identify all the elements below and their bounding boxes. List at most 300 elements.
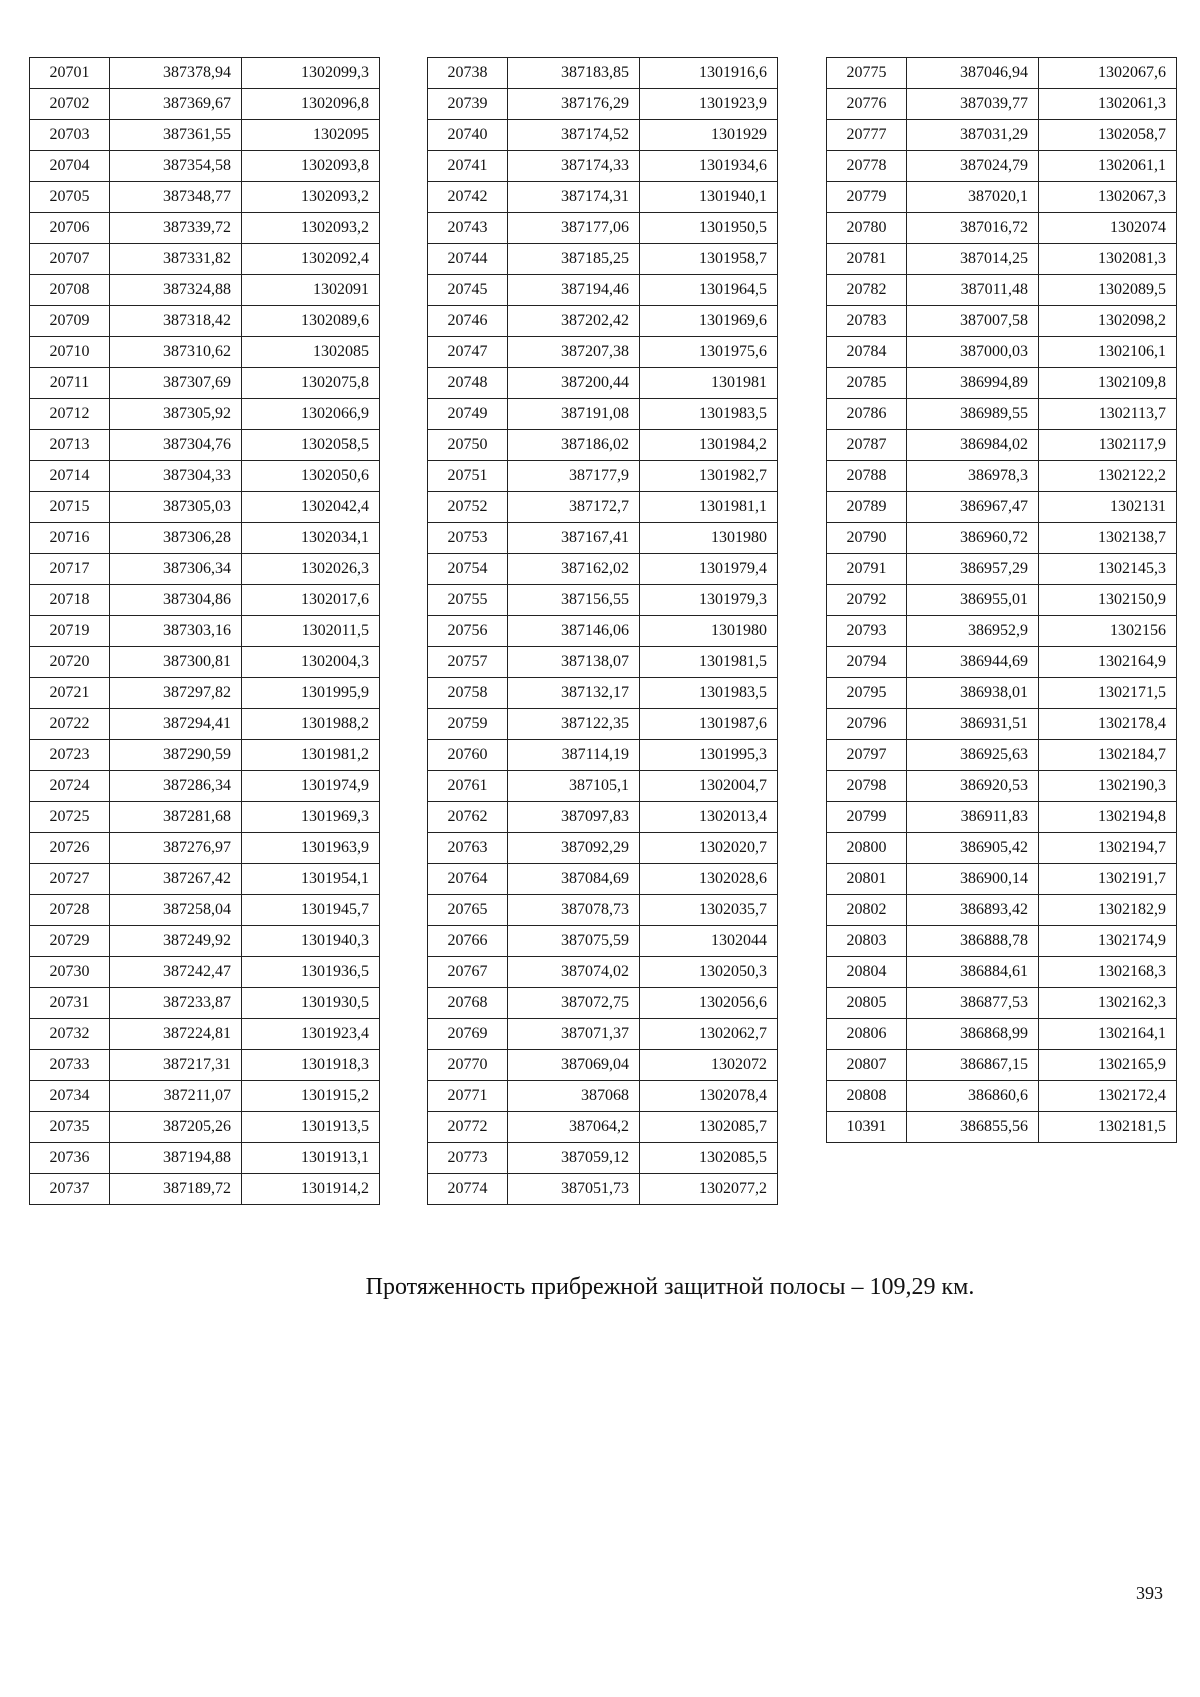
table-row: [827, 89, 1177, 120]
x-coordinate-cell: 386900,14: [907, 864, 1039, 895]
x-coordinate-cell: 386925,63: [907, 740, 1039, 771]
point-number-cell: 20775: [827, 58, 907, 89]
x-coordinate-cell: 387059,12: [508, 1143, 640, 1174]
y-coordinate-cell: 1302061,3: [1039, 89, 1177, 120]
x-coordinate-cell: 386938,01: [907, 678, 1039, 709]
y-coordinate-cell: 1302093,2: [242, 213, 380, 244]
point-number-cell: 20777: [827, 120, 907, 151]
point-number-cell: 20712: [30, 399, 110, 430]
x-coordinate-cell: 387267,42: [110, 864, 242, 895]
y-coordinate-cell: 1301979,3: [640, 585, 778, 616]
table-row: [428, 647, 778, 678]
y-coordinate-cell: 1302091: [242, 275, 380, 306]
x-coordinate-cell: 387122,35: [508, 709, 640, 740]
table-row: [30, 895, 380, 926]
y-coordinate-cell: 1302145,3: [1039, 554, 1177, 585]
table-row: [428, 616, 778, 647]
y-coordinate-cell: 1302081,3: [1039, 244, 1177, 275]
y-coordinate-cell: 1301981: [640, 368, 778, 399]
y-coordinate-cell: 1302117,9: [1039, 430, 1177, 461]
x-coordinate-cell: 387207,38: [508, 337, 640, 368]
x-coordinate-cell: 387174,33: [508, 151, 640, 182]
table-row: [827, 492, 1177, 523]
x-coordinate-cell: 387297,82: [110, 678, 242, 709]
y-coordinate-cell: 1302194,7: [1039, 833, 1177, 864]
x-coordinate-cell: 387024,79: [907, 151, 1039, 182]
y-coordinate-cell: 1302178,4: [1039, 709, 1177, 740]
x-coordinate-cell: 387339,72: [110, 213, 242, 244]
point-number-cell: 20794: [827, 647, 907, 678]
x-coordinate-cell: 386877,53: [907, 988, 1039, 1019]
point-number-cell: 20725: [30, 802, 110, 833]
x-coordinate-cell: 386957,29: [907, 554, 1039, 585]
x-coordinate-cell: 387304,33: [110, 461, 242, 492]
point-number-cell: 20749: [428, 399, 508, 430]
table-row: [30, 461, 380, 492]
x-coordinate-cell: 387162,02: [508, 554, 640, 585]
point-number-cell: 20701: [30, 58, 110, 89]
x-coordinate-cell: 387114,19: [508, 740, 640, 771]
point-number-cell: 20753: [428, 523, 508, 554]
table-row: [428, 833, 778, 864]
point-number-cell: 20761: [428, 771, 508, 802]
table-row: [827, 523, 1177, 554]
x-coordinate-cell: 387051,73: [508, 1174, 640, 1205]
y-coordinate-cell: 1301995,3: [640, 740, 778, 771]
table-row: [827, 58, 1177, 89]
table-row: [827, 368, 1177, 399]
point-number-cell: 20771: [428, 1081, 508, 1112]
point-number-cell: 20736: [30, 1143, 110, 1174]
point-number-cell: 20779: [827, 182, 907, 213]
point-number-cell: 20766: [428, 926, 508, 957]
y-coordinate-cell: 1302172,4: [1039, 1081, 1177, 1112]
y-coordinate-cell: 1301984,2: [640, 430, 778, 461]
point-number-cell: 20760: [428, 740, 508, 771]
point-number-cell: 20748: [428, 368, 508, 399]
x-coordinate-cell: 387075,59: [508, 926, 640, 957]
table-row: [30, 709, 380, 740]
table-row: [30, 616, 380, 647]
table-row: [30, 89, 380, 120]
y-coordinate-cell: 1302077,2: [640, 1174, 778, 1205]
table-row: [428, 926, 778, 957]
table-row: [827, 430, 1177, 461]
y-coordinate-cell: 1302096,8: [242, 89, 380, 120]
table-row: [428, 554, 778, 585]
y-coordinate-cell: 1301954,1: [242, 864, 380, 895]
x-coordinate-cell: 387249,92: [110, 926, 242, 957]
x-coordinate-cell: 386911,83: [907, 802, 1039, 833]
x-coordinate-cell: 387191,08: [508, 399, 640, 430]
x-coordinate-cell: 387016,72: [907, 213, 1039, 244]
x-coordinate-cell: 387318,42: [110, 306, 242, 337]
page-number: 393: [1136, 1583, 1163, 1603]
table-row: [428, 740, 778, 771]
point-number-cell: 20808: [827, 1081, 907, 1112]
table-row: [428, 368, 778, 399]
y-coordinate-cell: 1302067,3: [1039, 182, 1177, 213]
table-row: [30, 771, 380, 802]
table-row: [827, 709, 1177, 740]
y-coordinate-cell: 1302062,7: [640, 1019, 778, 1050]
table-row: [428, 120, 778, 151]
point-number-cell: 20804: [827, 957, 907, 988]
x-coordinate-cell: 387310,62: [110, 337, 242, 368]
y-coordinate-cell: 1302078,4: [640, 1081, 778, 1112]
point-number-cell: 20772: [428, 1112, 508, 1143]
y-coordinate-cell: 1302013,4: [640, 802, 778, 833]
y-coordinate-cell: 1301934,6: [640, 151, 778, 182]
table-row: [30, 957, 380, 988]
point-number-cell: 20702: [30, 89, 110, 120]
point-number-cell: 20781: [827, 244, 907, 275]
y-coordinate-cell: 1302042,4: [242, 492, 380, 523]
x-coordinate-cell: 387242,47: [110, 957, 242, 988]
table-row: [827, 802, 1177, 833]
y-coordinate-cell: 1302174,9: [1039, 926, 1177, 957]
point-number-cell: 20721: [30, 678, 110, 709]
x-coordinate-cell: 386989,55: [907, 399, 1039, 430]
point-number-cell: 20735: [30, 1112, 110, 1143]
table-row: [30, 678, 380, 709]
y-coordinate-cell: 1301918,3: [242, 1050, 380, 1081]
x-coordinate-cell: 386955,01: [907, 585, 1039, 616]
x-coordinate-cell: 387304,86: [110, 585, 242, 616]
table-row: [827, 771, 1177, 802]
x-coordinate-cell: 387224,81: [110, 1019, 242, 1050]
point-number-cell: 20742: [428, 182, 508, 213]
x-coordinate-cell: 387007,58: [907, 306, 1039, 337]
x-coordinate-cell: 387092,29: [508, 833, 640, 864]
point-number-cell: 20784: [827, 337, 907, 368]
y-coordinate-cell: 1302004,7: [640, 771, 778, 802]
table-row: [30, 864, 380, 895]
table-row: [428, 244, 778, 275]
point-number-cell: 20716: [30, 523, 110, 554]
point-number-cell: 20773: [428, 1143, 508, 1174]
point-number-cell: 20704: [30, 151, 110, 182]
x-coordinate-cell: 387020,1: [907, 182, 1039, 213]
x-coordinate-cell: 387361,55: [110, 120, 242, 151]
table-row: [827, 151, 1177, 182]
table-row: [428, 151, 778, 182]
x-coordinate-cell: 387306,34: [110, 554, 242, 585]
point-number-cell: 20733: [30, 1050, 110, 1081]
table-row: [30, 306, 380, 337]
y-coordinate-cell: 1302028,6: [640, 864, 778, 895]
y-coordinate-cell: 1301983,5: [640, 399, 778, 430]
x-coordinate-cell: 387064,2: [508, 1112, 640, 1143]
point-number-cell: 20740: [428, 120, 508, 151]
table-row: [30, 399, 380, 430]
point-number-cell: 20801: [827, 864, 907, 895]
point-number-cell: 20805: [827, 988, 907, 1019]
y-coordinate-cell: 1302050,3: [640, 957, 778, 988]
y-coordinate-cell: 1302061,1: [1039, 151, 1177, 182]
x-coordinate-cell: 387176,29: [508, 89, 640, 120]
table-row: [30, 802, 380, 833]
x-coordinate-cell: 386920,53: [907, 771, 1039, 802]
x-coordinate-cell: 387014,25: [907, 244, 1039, 275]
x-coordinate-cell: 387258,04: [110, 895, 242, 926]
y-coordinate-cell: 1302194,8: [1039, 802, 1177, 833]
x-coordinate-cell: 387000,03: [907, 337, 1039, 368]
y-coordinate-cell: 1301981,1: [640, 492, 778, 523]
x-coordinate-cell: 386888,78: [907, 926, 1039, 957]
x-coordinate-cell: 387233,87: [110, 988, 242, 1019]
table-row: [827, 182, 1177, 213]
y-coordinate-cell: 1302004,3: [242, 647, 380, 678]
y-coordinate-cell: 1301974,9: [242, 771, 380, 802]
y-coordinate-cell: 1302164,1: [1039, 1019, 1177, 1050]
table-row: [30, 554, 380, 585]
y-coordinate-cell: 1301969,6: [640, 306, 778, 337]
point-number-cell: 20758: [428, 678, 508, 709]
y-coordinate-cell: 1302066,9: [242, 399, 380, 430]
table-row: [30, 1081, 380, 1112]
table-row: [428, 399, 778, 430]
point-number-cell: 20706: [30, 213, 110, 244]
point-number-cell: 20732: [30, 1019, 110, 1050]
y-coordinate-cell: 1301913,1: [242, 1143, 380, 1174]
x-coordinate-cell: 387078,73: [508, 895, 640, 926]
x-coordinate-cell: 387183,85: [508, 58, 640, 89]
y-coordinate-cell: 1301982,7: [640, 461, 778, 492]
x-coordinate-cell: 387194,88: [110, 1143, 242, 1174]
table-row: [30, 368, 380, 399]
table-row: [827, 864, 1177, 895]
x-coordinate-cell: 387306,28: [110, 523, 242, 554]
y-coordinate-cell: 1302138,7: [1039, 523, 1177, 554]
point-number-cell: 20751: [428, 461, 508, 492]
x-coordinate-cell: 387185,25: [508, 244, 640, 275]
y-coordinate-cell: 1302191,7: [1039, 864, 1177, 895]
x-coordinate-cell: 387039,77: [907, 89, 1039, 120]
x-coordinate-cell: 386994,89: [907, 368, 1039, 399]
table-row: [827, 988, 1177, 1019]
x-coordinate-cell: 387194,46: [508, 275, 640, 306]
y-coordinate-cell: 1301936,5: [242, 957, 380, 988]
point-number-cell: 20710: [30, 337, 110, 368]
y-coordinate-cell: 1302072: [640, 1050, 778, 1081]
point-number-cell: 20744: [428, 244, 508, 275]
point-number-cell: 20734: [30, 1081, 110, 1112]
y-coordinate-cell: 1301963,9: [242, 833, 380, 864]
x-coordinate-cell: 387304,76: [110, 430, 242, 461]
table-row: [428, 182, 778, 213]
point-number-cell: 20774: [428, 1174, 508, 1205]
table-row: [30, 244, 380, 275]
x-coordinate-cell: 387046,94: [907, 58, 1039, 89]
y-coordinate-cell: 1302131: [1039, 492, 1177, 523]
point-number-cell: 20806: [827, 1019, 907, 1050]
point-number-cell: 20752: [428, 492, 508, 523]
point-number-cell: 20750: [428, 430, 508, 461]
point-number-cell: 20785: [827, 368, 907, 399]
table-row: [428, 1019, 778, 1050]
y-coordinate-cell: 1301916,6: [640, 58, 778, 89]
table-row: [30, 275, 380, 306]
x-coordinate-cell: 386860,6: [907, 1081, 1039, 1112]
x-coordinate-cell: 387097,83: [508, 802, 640, 833]
point-number-cell: 20714: [30, 461, 110, 492]
x-coordinate-cell: 387074,02: [508, 957, 640, 988]
point-number-cell: 20726: [30, 833, 110, 864]
y-coordinate-cell: 1302122,2: [1039, 461, 1177, 492]
y-coordinate-cell: 1302058,7: [1039, 120, 1177, 151]
point-number-cell: 20739: [428, 89, 508, 120]
x-coordinate-cell: 387276,97: [110, 833, 242, 864]
point-number-cell: 20707: [30, 244, 110, 275]
point-number-cell: 20746: [428, 306, 508, 337]
y-coordinate-cell: 1302020,7: [640, 833, 778, 864]
point-number-cell: 20703: [30, 120, 110, 151]
y-coordinate-cell: 1302162,3: [1039, 988, 1177, 1019]
table-row: [30, 337, 380, 368]
table-row: [30, 182, 380, 213]
x-coordinate-cell: 387177,06: [508, 213, 640, 244]
x-coordinate-cell: 386855,56: [907, 1112, 1039, 1143]
y-coordinate-cell: 1302150,9: [1039, 585, 1177, 616]
table-row: [827, 244, 1177, 275]
point-number-cell: 20729: [30, 926, 110, 957]
table-row: [827, 399, 1177, 430]
x-coordinate-cell: 386931,51: [907, 709, 1039, 740]
table-row: [827, 895, 1177, 926]
x-coordinate-cell: 386868,99: [907, 1019, 1039, 1050]
point-number-cell: 20803: [827, 926, 907, 957]
x-coordinate-cell: 387211,07: [110, 1081, 242, 1112]
point-number-cell: 20769: [428, 1019, 508, 1050]
y-coordinate-cell: 1301981,5: [640, 647, 778, 678]
y-coordinate-cell: 1302044: [640, 926, 778, 957]
y-coordinate-cell: 1301913,5: [242, 1112, 380, 1143]
y-coordinate-cell: 1302164,9: [1039, 647, 1177, 678]
y-coordinate-cell: 1302011,5: [242, 616, 380, 647]
x-coordinate-cell: 386978,3: [907, 461, 1039, 492]
point-number-cell: 20787: [827, 430, 907, 461]
y-coordinate-cell: 1302058,5: [242, 430, 380, 461]
point-number-cell: 20799: [827, 802, 907, 833]
x-coordinate-cell: 386867,15: [907, 1050, 1039, 1081]
table-row: [827, 337, 1177, 368]
point-number-cell: 20708: [30, 275, 110, 306]
table-row: [30, 1112, 380, 1143]
table-row: [30, 1019, 380, 1050]
point-number-cell: 20798: [827, 771, 907, 802]
x-coordinate-cell: 387138,07: [508, 647, 640, 678]
y-coordinate-cell: 1301983,5: [640, 678, 778, 709]
point-number-cell: 20764: [428, 864, 508, 895]
table-row: [30, 430, 380, 461]
y-coordinate-cell: 1302109,8: [1039, 368, 1177, 399]
x-coordinate-cell: 387146,06: [508, 616, 640, 647]
point-number-cell: 20713: [30, 430, 110, 461]
y-coordinate-cell: 1302093,8: [242, 151, 380, 182]
table-row: [428, 585, 778, 616]
y-coordinate-cell: 1302099,3: [242, 58, 380, 89]
x-coordinate-cell: 386952,9: [907, 616, 1039, 647]
table-row: [30, 492, 380, 523]
table-row: [30, 926, 380, 957]
table-row: [827, 585, 1177, 616]
table-row: [827, 678, 1177, 709]
table-row: [30, 585, 380, 616]
coordinates-table-2: [427, 57, 778, 1205]
point-number-cell: 20718: [30, 585, 110, 616]
point-number-cell: 20705: [30, 182, 110, 213]
x-coordinate-cell: 387202,42: [508, 306, 640, 337]
point-number-cell: 20754: [428, 554, 508, 585]
point-number-cell: 20756: [428, 616, 508, 647]
y-coordinate-cell: 1302089,6: [242, 306, 380, 337]
point-number-cell: 20727: [30, 864, 110, 895]
point-number-cell: 20783: [827, 306, 907, 337]
x-coordinate-cell: 387303,16: [110, 616, 242, 647]
point-number-cell: 20789: [827, 492, 907, 523]
y-coordinate-cell: 1301945,7: [242, 895, 380, 926]
x-coordinate-cell: 387378,94: [110, 58, 242, 89]
x-coordinate-cell: 387331,82: [110, 244, 242, 275]
table-row: [428, 337, 778, 368]
table-row: [428, 771, 778, 802]
y-coordinate-cell: 1302093,2: [242, 182, 380, 213]
table-row: [30, 988, 380, 1019]
table-row: [827, 926, 1177, 957]
x-coordinate-cell: 387305,03: [110, 492, 242, 523]
x-coordinate-cell: 387307,69: [110, 368, 242, 399]
x-coordinate-cell: 387068: [508, 1081, 640, 1112]
table-row: [428, 709, 778, 740]
table-row: [827, 461, 1177, 492]
y-coordinate-cell: 1302184,7: [1039, 740, 1177, 771]
x-coordinate-cell: 387205,26: [110, 1112, 242, 1143]
coastal-strip-length-caption: Протяженность прибрежной защитной полосы – 109,29 км.: [365, 1274, 975, 1300]
y-coordinate-cell: 1302056,6: [640, 988, 778, 1019]
table-row: [428, 1081, 778, 1112]
x-coordinate-cell: 387294,41: [110, 709, 242, 740]
y-coordinate-cell: 1302050,6: [242, 461, 380, 492]
point-number-cell: 20717: [30, 554, 110, 585]
point-number-cell: 20770: [428, 1050, 508, 1081]
table-row: [428, 1112, 778, 1143]
table-row: [428, 678, 778, 709]
y-coordinate-cell: 1302190,3: [1039, 771, 1177, 802]
table-row: [428, 89, 778, 120]
x-coordinate-cell: 387300,81: [110, 647, 242, 678]
table-row: [30, 647, 380, 678]
table-row: [827, 1019, 1177, 1050]
y-coordinate-cell: 1302089,5: [1039, 275, 1177, 306]
table-row: [827, 1050, 1177, 1081]
y-coordinate-cell: 1302035,7: [640, 895, 778, 926]
y-coordinate-cell: 1302106,1: [1039, 337, 1177, 368]
y-coordinate-cell: 1302085,7: [640, 1112, 778, 1143]
table-row: [428, 1143, 778, 1174]
x-coordinate-cell: 387354,58: [110, 151, 242, 182]
coordinates-table-1: [29, 57, 380, 1205]
x-coordinate-cell: 387011,48: [907, 275, 1039, 306]
point-number-cell: 20724: [30, 771, 110, 802]
x-coordinate-cell: 386884,61: [907, 957, 1039, 988]
point-number-cell: 20759: [428, 709, 508, 740]
table-row: [428, 430, 778, 461]
x-coordinate-cell: 387072,75: [508, 988, 640, 1019]
x-coordinate-cell: 386967,47: [907, 492, 1039, 523]
table-row: [428, 275, 778, 306]
x-coordinate-cell: 387071,37: [508, 1019, 640, 1050]
